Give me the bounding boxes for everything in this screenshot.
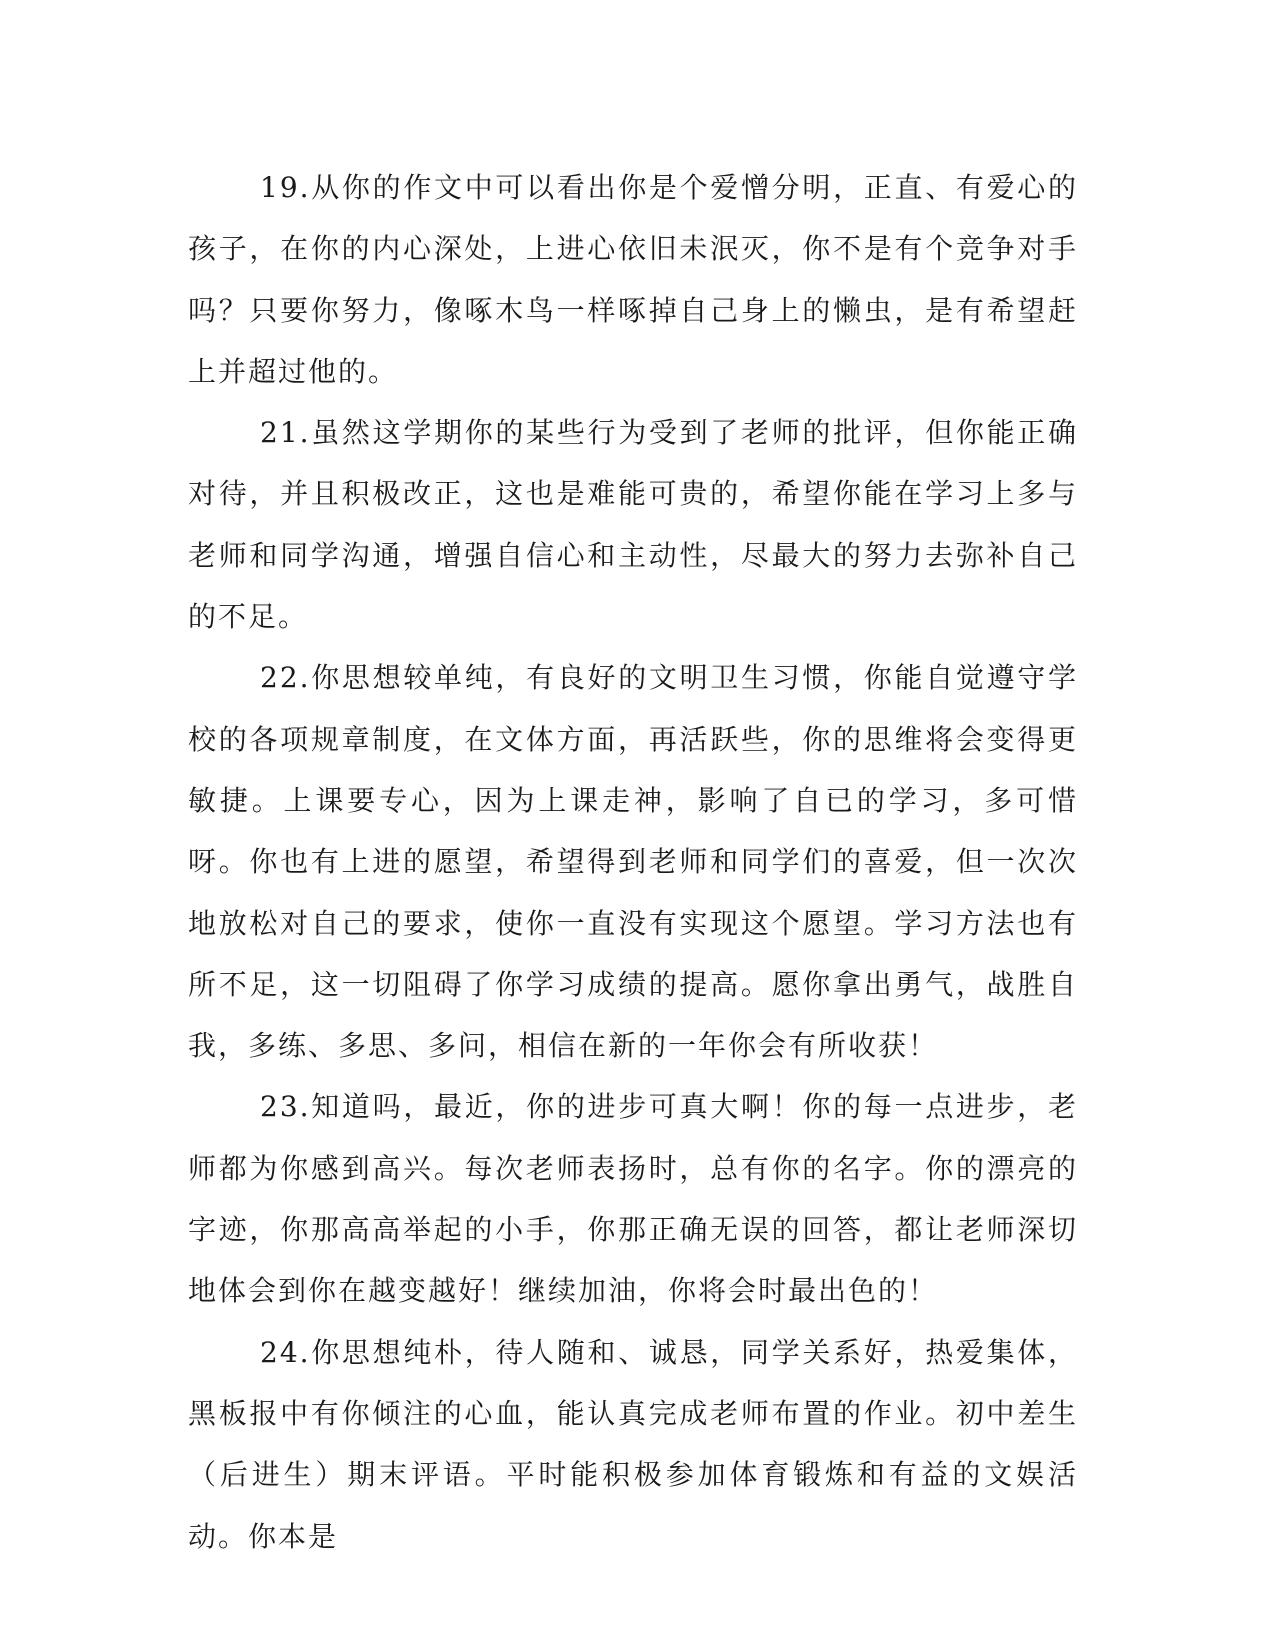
document-body <box>188 157 1078 1567</box>
paragraph-23: 23.知道吗，最近，你的进步可真大啊！你的每一点进步，老师都为你感到高兴。每次老师表扬时，总有你的名字。你的漂亮的字迹，你那高高举起的小手，你那正确无误的回答，都让老师深切地体会到你在越变越好！继续加油，你将会时最出色的！ <box>188 1090 1078 1308</box>
paragraph-22: 22.你思想较单纯，有良好的文明卫生习惯，你能自觉遵守学校的各项规章制度，在文体方面，再活跃些，你的思维将会变得更敏捷。上课要专心，因为上课走神，影响了自已的学习，多可惜呀。你也有上进的愿望，希望得到老师和同学们的喜爱，但一次次地放松对自己的要求，使你一直没有实现这个愿望。学习方法也有所不足，这一切阻碍了你学习成绩的提高。愿你拿出勇气，战胜自我，多练、多思、多问，相信在新的一年你会有所收获！ <box>188 661 1078 1063</box>
paragraph-24: 24.你思想纯朴，待人随和、诚恳，同学关系好，热爱集体，黑板报中有你倾注的心血，能认真完成老师布置的作业。初中差生（后进生）期末评语。平时能积极参加体育锻炼和有益的文娱活动。你本是 <box>188 1335 1078 1553</box>
paragraph-21: 21.虽然这学期你的某些行为受到了老师的批评，但你能正确对待，并且积极改正，这也是难能可贵的，希望你能在学习上多与老师和同学沟通，增强自信心和主动性，尽最大的努力去弥补自己的不足。 <box>188 416 1078 634</box>
paragraph-19: 19.从你的作文中可以看出你是个爱憎分明，正直、有爱心的孩子，在你的内心深处，上进心依旧未泯灭，你不是有个竞争对手吗？只要你努力，像啄木鸟一样啄掉自己身上的懒虫，是有希望赶上并超过他的。 <box>188 171 1078 388</box>
